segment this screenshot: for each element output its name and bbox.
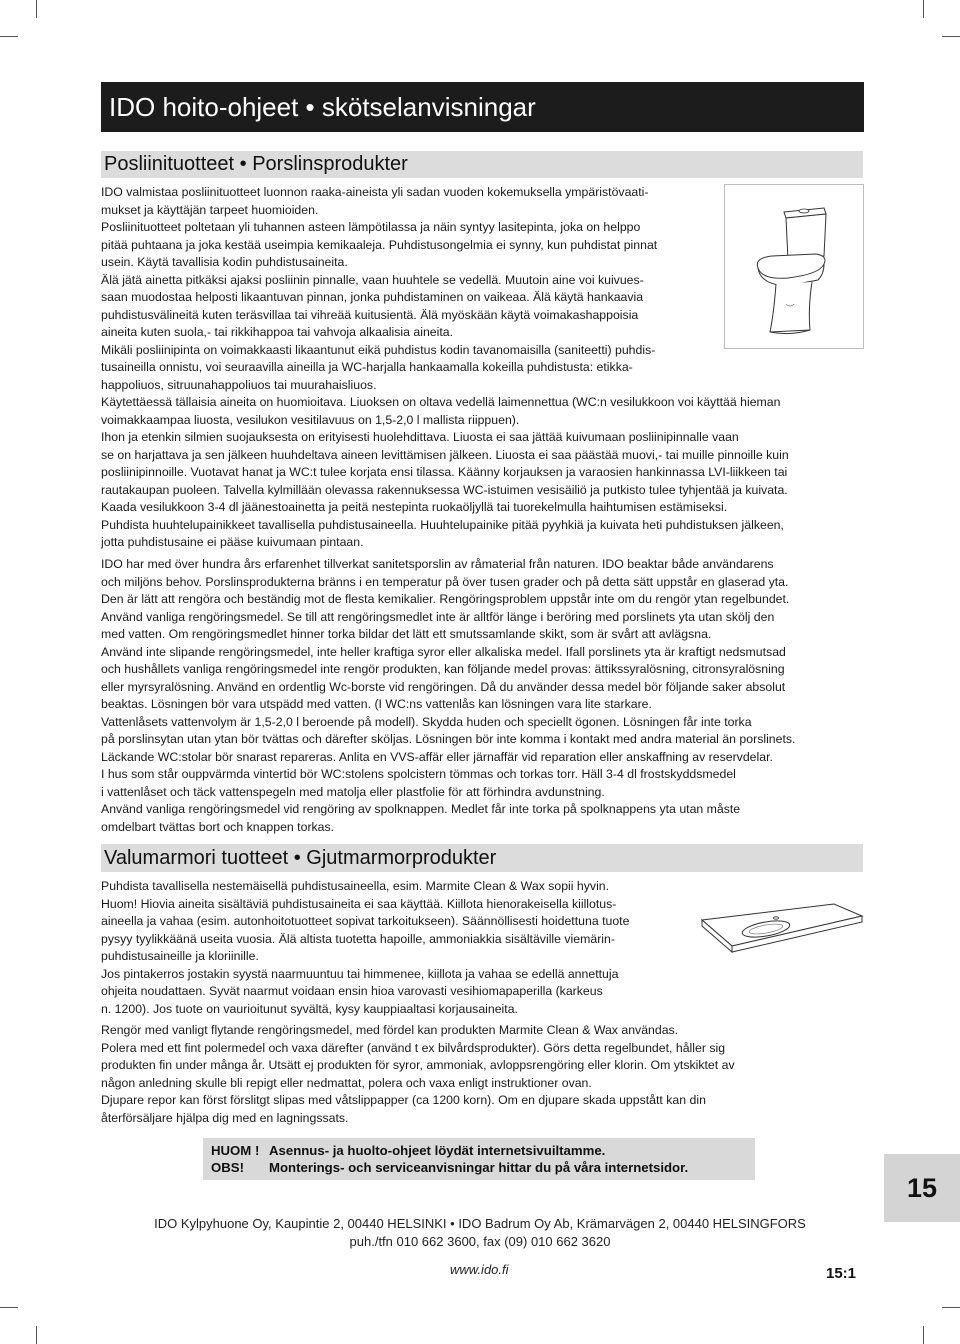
text-line: Käytettäessä tällaisia aineita on huomioitava. Liuoksen on oltava vedellä laimennettua (WC:n vesilukkoon voi käyttää hieman xyxy=(101,395,781,409)
text-line: eller myrsyralösning. Använd en ordentlig Wc-borste vid rengöringen. Då du använder dessa medel bör följande saker absolut xyxy=(101,679,786,694)
crop-mark xyxy=(942,36,960,37)
notice-label: OBS! xyxy=(211,1160,244,1175)
page-number: 15:1 xyxy=(826,1265,857,1282)
text-line: Använd vanliga rengöringsmedel vid rengöring av spolknappen. Medlet får inte torka på spolknappens yta utan måste xyxy=(101,802,741,816)
text-line: återförsäljare hjälpa dig med en lagningssats. xyxy=(101,1110,349,1125)
text-line: posliinipinnoille. Vuotavat hanat ja WC:t tulee korjata ensi tilassa. Käänny korjauksen ja varaosien hankinnassa LVI-liikkeen tai xyxy=(101,465,788,479)
notice-text: Asennus- ja huolto-ohjeet löydät internetsivuiltamme. xyxy=(269,1143,606,1158)
notice-swedish xyxy=(211,1159,755,1176)
text-line: ohjeita noudattaen. Syvät naarmut voidaan ensin hioa varovasti vesihiomapaperilla (karkeus xyxy=(101,984,603,998)
text-line: i vattenlåset och täck vattenspegeln med matolja eller plastfolie för att förhindra avdunstning. xyxy=(101,784,605,799)
marble-swedish-text xyxy=(101,1022,735,1127)
text-line: med vatten. Om rengöringsmedlet hinner torka bildar det lätt ett smutssamlande skikt, som är svårt att avlägsna. xyxy=(101,627,712,641)
porcelain-finnish-text xyxy=(101,184,789,552)
footer-website-link[interactable]: www.ido.fi xyxy=(450,1262,509,1277)
text-line: saan muodostaa helposti likaantuvan pinnan, jonka puhdistaminen on vaikeaa. Älä käytä hankaavia xyxy=(101,290,644,304)
text-line: Djupare repor kan först förslitgt slipas med våtslippapper (ca 1200 korn). Om en djupare skada uppstått kan din xyxy=(101,1093,706,1107)
text-line: produkten fin under många år. Utsätt ej produkten för syror, ammoniak, avloppsrengöring eller klorin. Om ytskiktet av xyxy=(101,1058,735,1072)
text-line: Puhdista huuhtelupainikkeet tavallisella puhdistusaineella. Huuhtelupainike pitää pyyhkiä ja kuivata heti puhdistuksen jälkeen, xyxy=(101,517,784,532)
text-line: n. 1200). Jos tuote on vaurioitunut syvältä, kysy kauppiaaltasi korjausaineita. xyxy=(101,1001,518,1016)
text-line: och hushållets vanliga rengöringsmedel inte rengör produkten, kan följande medel provas: ättikssyralösning, citronsyralösning xyxy=(101,662,785,676)
notice-label: HUOM ! xyxy=(211,1143,260,1158)
text-line: Använd vanliga rengöringsmedel. Se till att rengöringsmedlet inte är alltför länge i beröring med porslinets yta utan skölj den xyxy=(101,609,775,624)
text-line: Vattenlåsets vattenvolym är 1,5-2,0 l beroende på modell). Skydda huden och speciellt ögonen. Lösningen får inte torka xyxy=(101,714,752,729)
text-line: Rengör med vanligt flytande rengöringsmedel, med fördel kan produkten Marmite Clean & Wax användas. xyxy=(101,1023,679,1037)
text-line: pitää puhtaana ja joka kestää useimpia kemikaaleja. Puhdistusongelmia ei synny, kun puhdistat pinnat xyxy=(101,237,658,252)
text-line: rautakaupan puoleen. Talvella kylmillään olevassa rakennuksessa WC-istuimen vesisäiliö ja putkisto tulee tyhjentää ja kuivata. xyxy=(101,482,788,497)
text-line: Älä jätä ainetta pitkäksi ajaksi posliinin pinnalle, vaan huuhtele se vedellä. Muutoin aine voi kuivues- xyxy=(101,272,644,287)
notice-text: Monterings- och serviceanvisningar hittar du på våra internetsidor. xyxy=(269,1160,689,1175)
text-line: Läckande WC:stolar bör snarast repareras. Anlita en VVS-affär eller järnaffär vid reparation eller anskaffning av reservdelar. xyxy=(101,749,773,764)
text-line: I hus som står ouppvärmda vintertid bör WC:stolens spolcistern tömmas och torkas torr. Häll 3-4 dl frostskyddsmedel xyxy=(101,767,736,781)
text-line: usein. Käytä tavallisia kodin puhdistusaineita. xyxy=(101,255,348,269)
text-line: någon anledning skulle bli repigt eller nedmattat, polera och vaxa enligt instruktioner ovan. xyxy=(101,1075,592,1090)
text-line: tusaineilla onnistu, voi seuraavilla aineilla ja WC-harjalla hankaamalla kokeilla puhdistusta: etikka- xyxy=(101,360,633,374)
text-line: Puhdista tavallisella nestemäisellä puhdistusaineella, esim. Marmite Clean & Wax sopii hyvin. xyxy=(101,879,610,893)
page-title: IDO hoito-ohjeet • skötselanvisningar xyxy=(101,82,864,132)
text-line: Posliinituotteet poltetaan yli tuhannen asteen lämpötilassa ja näin syntyy lasitepinta, joka on helppo xyxy=(101,220,641,234)
text-line: omdelbart tvättas bort och knappen torkas. xyxy=(101,819,335,834)
text-line: Ihon ja etenkin silmien suojauksesta on erityisesti huolehdittava. Liuosta ei saa jättää kuivumaan posliinipinnalle vaan xyxy=(101,430,739,444)
crop-mark xyxy=(0,1307,18,1308)
text-line: puhdistusaineille ja kloriinille. xyxy=(101,949,259,963)
footer-address: IDO Kylpyhuone Oy, Kaupintie 2, 00440 HELSINKI • IDO Badrum Oy Ab, Krämarvägen 2, 00440 HELSINGFORS xyxy=(154,1216,806,1231)
text-line: Använd inte slipande rengöringsmedel, inte heller kraftiga syror eller alkaliska medel. Ifall porslinets yta är kraftigt nedsmutsad xyxy=(101,644,786,659)
text-line: Huom! Hiovia aineita sisältäviä puhdistusaineita ei saa käyttää. Kiillota hienorakeisella kiillotus- xyxy=(101,896,617,911)
vanity-basin-illustration xyxy=(698,898,866,972)
chapter-tab: 15 xyxy=(884,1154,960,1222)
internet-notice-box xyxy=(203,1138,755,1180)
text-line: IDO valmistaa posliinituotteet luonnon raaka-aineista yli sadan vuoden kokemuksella ympäristövaati- xyxy=(101,185,649,199)
crop-mark xyxy=(36,0,37,18)
toilet-illustration xyxy=(724,184,864,349)
text-line: puhdistusvälineitä kuten teräsvillaa tai vihreää kuitusientä. Älä myöskään käytä voimakashappoisia xyxy=(101,307,639,322)
text-line: Jos pintakerros jostakin syystä naarmuuntuu tai himmenee, kiillota ja vahaa se edellä annettuja xyxy=(101,966,619,981)
text-line: voimakkaampaa liuosta, vesilukon vesitilavuus on 1,5-2,0 l mallista riippuen). xyxy=(101,412,520,427)
text-line: pysyy tyylikkäänä useita vuosia. Älä altista tuotetta hapoille, ammoniakkia sisältäville viemärin- xyxy=(101,931,615,946)
text-line: mukset ja käyttäjän tarpeet huomioiden. xyxy=(101,202,319,217)
marble-finnish-text xyxy=(101,878,629,1018)
crop-mark xyxy=(0,36,18,37)
text-line: Kaada vesilukkoon 3-4 dl jäänestoainetta ja peitä nestepinta ruokaöljyllä tai tuorekelmulla haihtumisen estämiseksi. xyxy=(101,500,728,514)
crop-mark xyxy=(923,0,924,18)
section-heading-marble: Valumarmori tuotteet • Gjutmarmorprodukter xyxy=(101,844,863,872)
text-line: Den är lätt att rengöra och beständig mot de flesta kemikalier. Rengöringsproblem uppstår inte om du rengör ytan regelbundet. xyxy=(101,592,790,606)
section-heading-porcelain: Posliinituotteet • Porslinsprodukter xyxy=(101,151,863,178)
text-line: se on harjattava ja sen jälkeen huuhdeltava aineen levittämisen jälkeen. Liuosta ei saa päästää muovi,- tai muille pinnoille kuin xyxy=(101,447,789,462)
crop-mark xyxy=(36,1326,37,1344)
footer-phone: puh./tfn 010 662 3600, fax (09) 010 662 3620 xyxy=(349,1234,611,1249)
text-line: Mikäli posliinipinta on voimakkaasti likaantunut eikä puhdistus kodin tavanomaisilla (saniteetti) puhdis- xyxy=(101,342,656,357)
text-line: Polera med ett fint polermedel och vaxa därefter (använd t ex bilvårdsprodukter). Görs detta regelbundet, håller sig xyxy=(101,1040,726,1055)
text-line: på porslinsytan utan ytan bör tvättas och därefter sköljas. Lösningen bör inte komma i kontakt med andra material än porslinets. xyxy=(101,732,796,746)
notice-finnish xyxy=(211,1142,755,1159)
text-line: aineella ja vahaa (esim. autonhoitotuotteet sopivat tarkoitukseen). Säännöllisesti hoidettuna tuote xyxy=(101,914,630,928)
text-line: jotta puhdistusaine ei pääse kuivumaan pintaan. xyxy=(101,535,364,549)
porcelain-swedish-text xyxy=(101,556,795,836)
crop-mark xyxy=(923,1326,924,1344)
text-line: och miljöns behov. Porslinsprodukterna bränns i en temperatur på över tusen grader och på detta sätt uppstår en glaserad yta. xyxy=(101,574,789,589)
text-line: IDO har med över hundra års erfarenhet tillverkat sanitetsporslin av råmaterial från naturen. IDO beaktar både användarens xyxy=(101,557,774,571)
text-line: happoliuos, sitruunahappoliuos tai muurahaisliuos. xyxy=(101,377,377,392)
text-line: aineita kuten suola,- tai rikkihappoa tai vahvoja alkaalisia aineita. xyxy=(101,325,454,339)
crop-mark xyxy=(942,1307,960,1308)
text-line: beaktas. Lösningen bör vara utspädd med vatten. (I WC:ns vattenlås kan lösningen vara lite starkare. xyxy=(101,697,652,711)
